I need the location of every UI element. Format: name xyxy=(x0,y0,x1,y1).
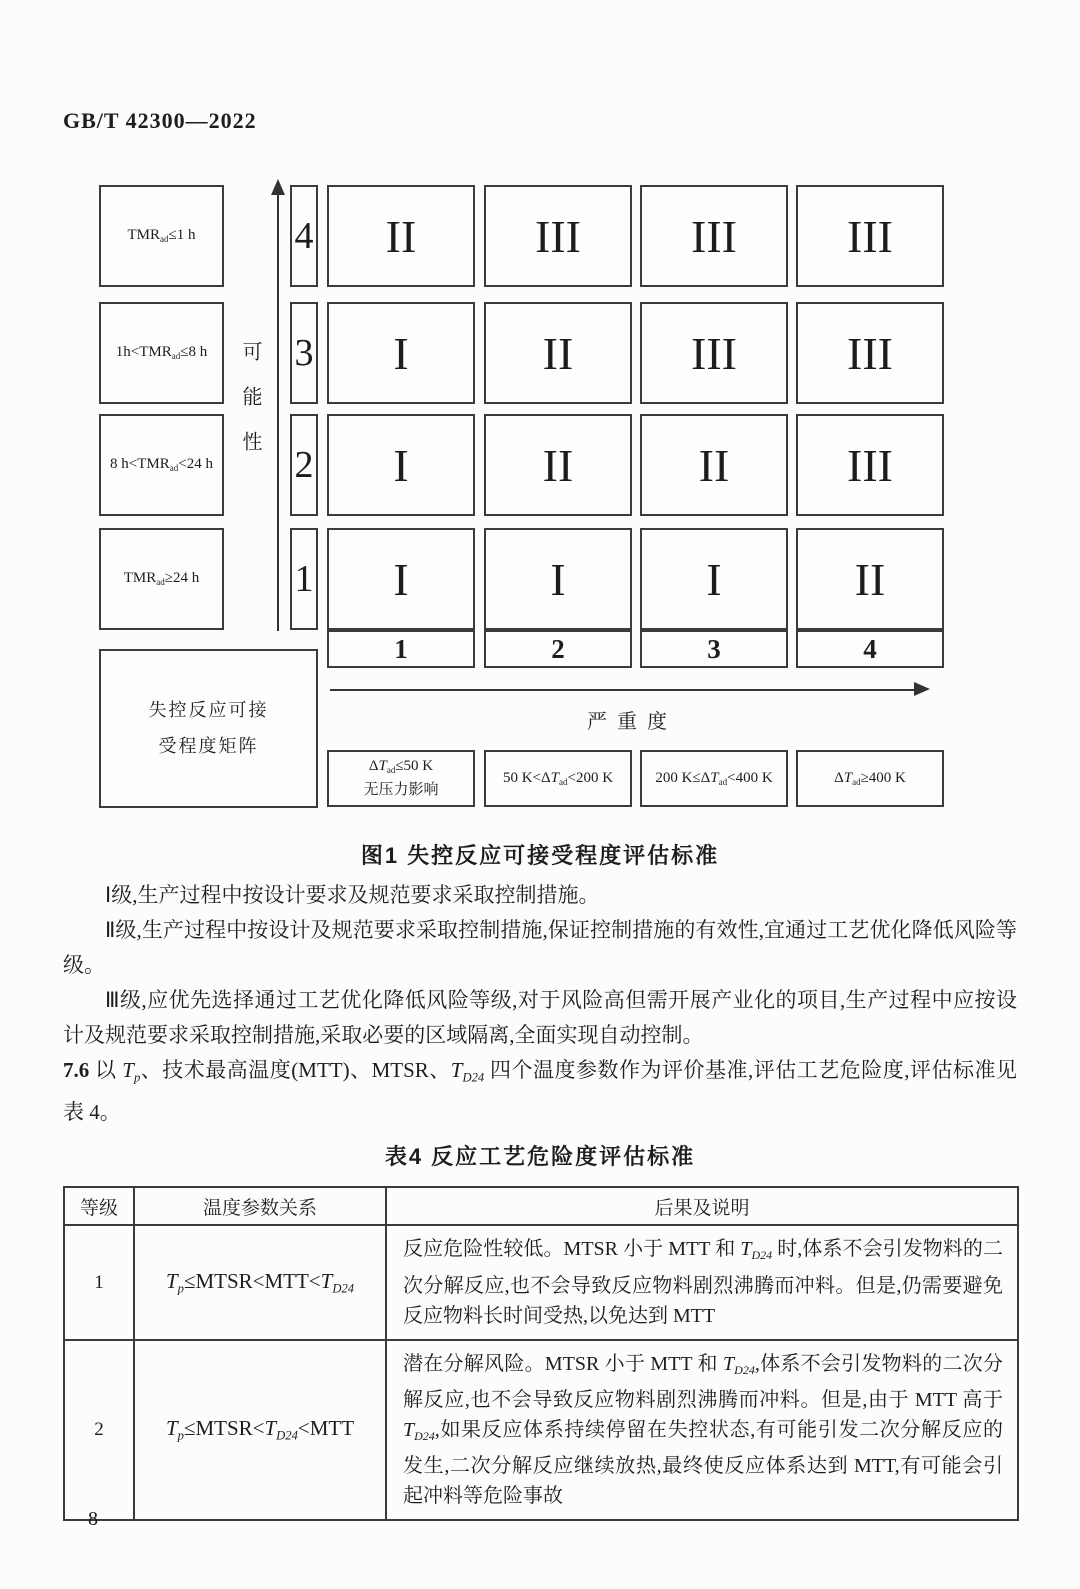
severity-box-line1: $\Delta T_{ad}\ge 400$ K xyxy=(834,769,906,788)
cell-consequence: 反应危险性较低。MTSR 小于 MTT 和 $T_{D24}$ 时,体系不会引发物料的二次分解反应,也不会导致反应物料剧烈沸腾而冲料。但是,仍需要避免反应物料长时间受热,以免达到 MTT xyxy=(386,1225,1018,1339)
matrix-cell: II xyxy=(484,414,632,516)
possibility-box-ge-24h xyxy=(99,528,224,630)
possibility-box-8h-24h xyxy=(99,414,224,516)
severity-box-line1: $\Delta T_{ad}\le 50$ K xyxy=(368,758,434,776)
possibility-box-label: $TMR_{ad}\le 1$ h xyxy=(127,227,196,245)
column-number-box: 3 xyxy=(640,630,788,668)
matrix-cell: III xyxy=(640,302,788,404)
table-row xyxy=(64,1225,1018,1339)
row-number-box: 2 xyxy=(290,414,318,516)
column-header-relation: 温度参数关系 xyxy=(134,1187,386,1225)
matrix-legend-line2: 受程度矩阵 xyxy=(158,735,259,756)
y-axis-line xyxy=(277,194,279,631)
matrix-cell: II xyxy=(640,414,788,516)
severity-box-50-200k xyxy=(484,750,632,807)
matrix-cell: III xyxy=(796,414,944,516)
matrix-cell: I xyxy=(327,414,475,516)
table-row xyxy=(64,1340,1018,1520)
cell-relation: $T_p\le MTSR<T_{D24}<MTT$ xyxy=(134,1340,386,1520)
page-number: 8 xyxy=(88,1508,98,1530)
paragraph-level-2: Ⅱ级,生产过程中按设计及规范要求采取控制措施,保证控制措施的有效性,宜通过工艺优化降低风险等级。 xyxy=(63,918,1017,977)
possibility-box-tmr-le-1h xyxy=(99,185,224,287)
matrix-cell: III xyxy=(796,185,944,287)
table-title: 表4 反应工艺危险度评估标准 xyxy=(384,1144,696,1170)
standard-code-header: GB/T 42300—2022 xyxy=(63,108,257,133)
cell-level: 2 xyxy=(64,1340,134,1520)
cell-consequence: 潜在分解风险。MTSR 小于 MTT 和 $T_{D24}$,体系不会引发物料的二次分解反应,也不会导致反应物料剧烈沸腾而冲料。但是,由于 MTT 高于 $T_{D24}$,如果反应体系持续停留在失控状态,有可能引发二次分解反应的发生,二次分解反应继续放热,最终使反应体系达到 MTT,有可能会引起冲料等危险事故 xyxy=(386,1340,1018,1520)
figure-caption: 图1 失控反应可接受程度评估标准 xyxy=(360,843,720,868)
matrix-cell: III xyxy=(796,302,944,404)
column-number-box: 1 xyxy=(327,630,475,668)
x-axis-label-severity: 严重度 xyxy=(587,711,677,733)
y-axis-arrowhead-icon xyxy=(271,179,285,195)
possibility-box-1h-8h xyxy=(99,302,224,404)
paragraph-level-3: Ⅲ级,应优先选择通过工艺优化降低风险等级,对于风险高但需开展产业化的项目,生产过程中应按设计及规范要求采取控制措施,采取必要的区域隔离,全面实现自动控制。 xyxy=(63,988,1017,1047)
paragraph-clause-7-6: 7.6 以 $T_p$、技术最高温度(MTT)、MTSR、$T_{D24}$ 四个温度参数作为评价基准,评估工艺危险度,评估标准见表 4。 xyxy=(63,1058,1018,1125)
x-axis-line xyxy=(330,689,916,691)
matrix-legend-box xyxy=(99,649,318,808)
table-4-process-hazard xyxy=(63,1186,1019,1521)
matrix-cell: II xyxy=(796,528,944,630)
matrix-cell: III xyxy=(640,185,788,287)
column-header-level: 等级 xyxy=(64,1187,134,1225)
severity-box-line1: 200 $K\le\Delta T_{ad}<400$ K xyxy=(655,769,773,788)
cell-relation: $T_p\le MTSR<MTT<T_{D24}$ xyxy=(134,1225,386,1339)
column-number-box: 2 xyxy=(484,630,632,668)
matrix-cell: II xyxy=(484,302,632,404)
severity-box-ge-400k xyxy=(796,750,944,807)
row-number-box: 4 xyxy=(290,185,318,287)
cell-level: 1 xyxy=(64,1225,134,1339)
severity-box-line1: 50 $K<\Delta T_{ad}<200$ K xyxy=(502,769,614,788)
x-axis-arrowhead-icon xyxy=(914,682,930,696)
matrix-cell: I xyxy=(484,528,632,630)
matrix-legend-line1: 失控反应可接 xyxy=(148,700,269,721)
possibility-box-label: $TMR_{ad}\ge 24$ h xyxy=(123,570,200,588)
body-text-block xyxy=(63,878,1017,1521)
matrix-cell: I xyxy=(640,528,788,630)
paragraph-level-1: Ⅰ级,生产过程中按设计要求及规范要求采取控制措施。 xyxy=(105,883,600,907)
y-axis-label-possibility: 可能性 xyxy=(239,341,261,476)
severity-box-line2: 无压力影响 xyxy=(363,781,439,798)
column-number-box: 4 xyxy=(796,630,944,668)
table-header-row xyxy=(64,1187,1018,1225)
possibility-box-label: 8 $h<TMR_{ad}<24$ h xyxy=(110,456,213,474)
severity-box-le-50k xyxy=(327,750,475,807)
matrix-cell: III xyxy=(484,185,632,287)
column-header-consequence: 后果及说明 xyxy=(386,1187,1018,1225)
matrix-cell: I xyxy=(327,528,475,630)
row-number-box: 3 xyxy=(290,302,318,404)
possibility-box-label: $1h<TMR_{ad}\le 8$ h xyxy=(115,344,208,362)
severity-box-200-400k xyxy=(640,750,788,807)
matrix-cell: I xyxy=(327,302,475,404)
matrix-cell: II xyxy=(327,185,475,287)
row-number-box: 1 xyxy=(290,528,318,630)
